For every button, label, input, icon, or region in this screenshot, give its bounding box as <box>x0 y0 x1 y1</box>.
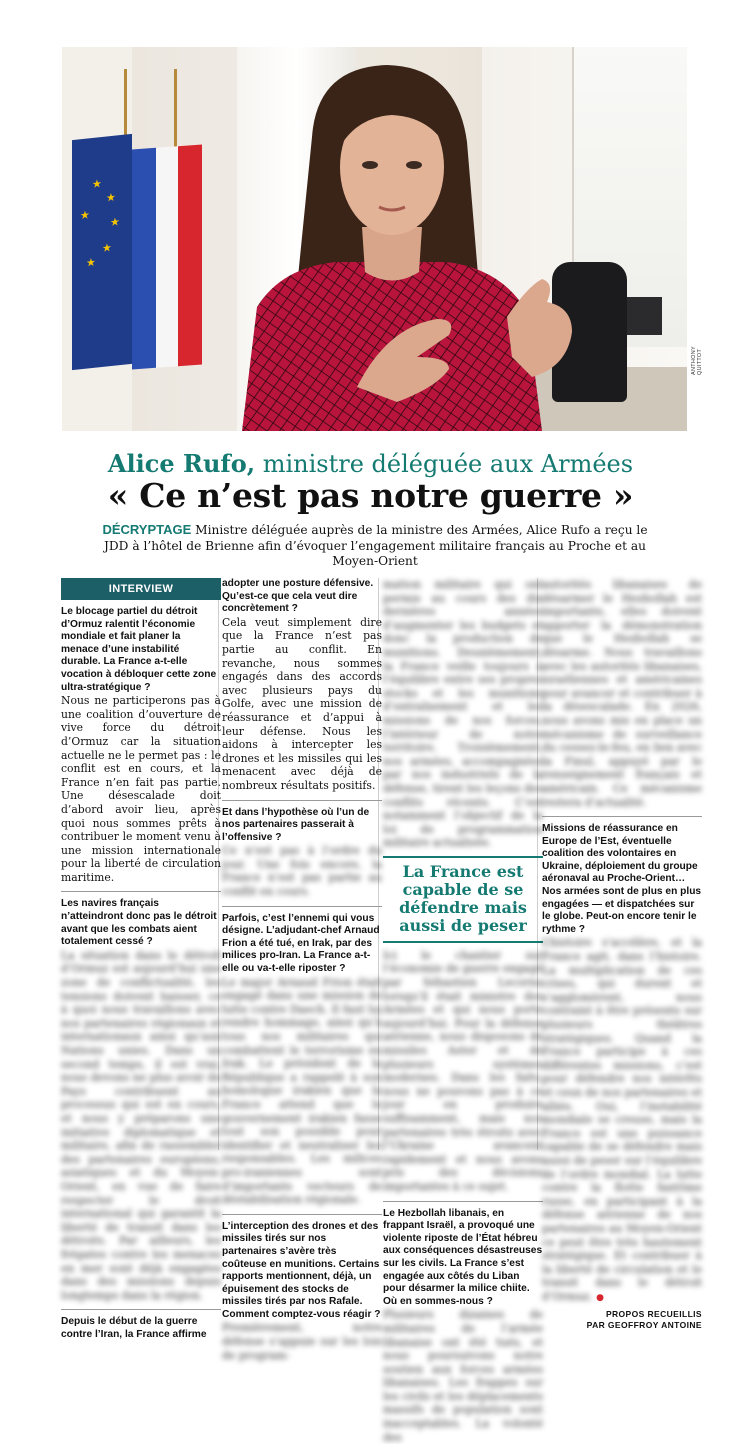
question: Les navires français n’atteindront donc pas le détroit avant que les combats aient totalement cessé ? <box>61 898 217 948</box>
answer: Nous ne participerons pas à une coalition d’ouverture de vive force du détroit d’Ormuz car la situation actuelle ne le permet pas : le conflit est en cours, et la France n’en fait pas partie. Une désescalade doit d’abord avoir lieu, après quoi nous sommes prêts à contribuer le moment venu à une mission internationale pour la liberté de circulation maritime. <box>61 694 221 884</box>
answer-blurred: Premièrement, notre défense s’appuie sur les lois de program- <box>222 1321 382 1362</box>
question-continued: adopter une posture défensive. Qu’est-ce que cela veut dire concrètement ? <box>222 578 374 615</box>
byline: PROPOS RECUEILLIS PAR GEOFFROY ANTOINE <box>586 1309 702 1331</box>
article-lead <box>90 522 660 570</box>
lead-text: Ministre déléguée auprès de la ministre des Armées, Alice Rufo a reçu le JDD à l’hôtel de Brienne afin d’évoquer l’engagement militaire français au Proche et au Moyen-Orient <box>104 523 648 568</box>
question: Le Hezbollah libanais, en frappant Israël, a provoqué une violente riposte de l’État hébreu aux conséquences désastreuses sur les civils. La France s’est engagée aux côtés du Liban pour désarmer la milice chiite. Où en sommes-nous ? <box>383 1207 543 1307</box>
answer-blurred: Ce n’est pas à l’ordre du jour. Une fois encore, la France n’est pas partie au conflit en cours. <box>222 844 382 899</box>
section-tag: DÉCRYPTAGE <box>102 522 192 537</box>
question: Missions de réassurance en Europe de l’Est, éventuelle coalition des volontaires en Ukraine, déploiement du groupe aéronaval au Proche-Orient… Nos armées sont de plus en plus engagées — et dispatchées sur le globe. Peut-on encore tenir le rythme ? <box>542 823 702 935</box>
column-1 <box>61 578 221 1341</box>
question: L’interception des drones et des missiles tirés sur nos partenaires s’avère très coûteuse en munitions. Certains rapports mentionnent, déjà, un épuisement des stocks de missiles tirés par nos Rafale. Comment comptez-vous réagir ? <box>222 1220 381 1320</box>
headline-quote: « Ce n’est pas notre guerre » <box>107 476 634 515</box>
headline-role: ministre déléguée aux Armées <box>255 450 634 478</box>
interview-badge: INTERVIEW <box>61 578 221 600</box>
answer-blurred: autorités libanaises de désarmer le Hezbollah est importante, elles doivent apporter la démonstration que le Hezbollah se désarme. Nous travaillons avec les autorités libanaises, israéliennes et américaines pour avancer et contribuer à la désescalade. En 2026, nous avons mis en place un mécanisme de surveillance du cessez-le-feu, en lien avec la Finul, appuyé par le renseignement français et américain. Ce mécanisme restera d’actualité. <box>542 578 702 809</box>
article-photo <box>62 47 687 431</box>
photo-credit: ANTHONY QUITTOT <box>691 346 703 375</box>
headline-subtitle <box>0 449 741 478</box>
minister-portrait <box>187 57 607 431</box>
column-4 <box>542 578 702 1331</box>
answer-blurred: Plusieurs dizaines de militaires de l’armée libanaise ont été tués, et nous poursuivons notre soutien aux forces armées libanaises. Les frappes sur les civils et les déplacements massifs de population sont inacceptables. La volonté des <box>383 1308 543 1444</box>
question: Et dans l’hypothèse où l’un de nos partenaires passerait à l’offensive ? <box>222 806 370 843</box>
answer-blurred: La situation dans le détroit d’Ormuz est aujourd’hui une zone de conflictualité, les tensions doivent baisser, ce à quoi nous travaillons avec nos partenaires régionaux et internationaux ainsi qu’aux Nations unies. Dans un second temps, il est vrai, nous devons ne plus avoir de Pays contribuent au processus qui est en cours, et nous y préparons une initiative diplomatique et militaire, afin de rassembler des partenaires européens, asiatiques et du Moyen-Orient, en vue de faire respecter le droit international qui garantit la liberté de transit dans les détroits. Par ailleurs, les frégates contre les menaces en mer sont déjà engagées dans des missions depuis longtemps dans la région. <box>61 948 221 1302</box>
answer-blurred-text: L’histoire s’accélère, et la France agit, dans l’histoire. La multiplication de ces crises, qui durent et s’agglomèrent, nous contraint à être présents sur plusieurs théâtres stratégiques. Quand la France participe à ces différentes missions, c’est pour défendre nos intérêts et ceux de nos partenaires et alliés. Oui, l’instabilité mondiale se creuse, mais la France est une puissance capable de se défendre mais aussi de peser sur l’équilibre de l’ordre mondial. La lutte contre la flotte fantôme russe, en participant à la défense aérienne de nos partenaires au Moyen-Orient ce peut être très hautement stratégique. Et contribuer à la liberté de circulation et le transit dans le détroit d’Ormuz. <box>542 936 702 1303</box>
headline-name: Alice Rufo, <box>107 449 256 478</box>
pull-quote: La France est capable de se défendre mais aussi de peser <box>383 856 543 943</box>
answer-blurred: Le major Arnaud Frion était engagé dans une mission de lutte contre Daech. Il faut lui rendre hommage, ainsi qu’à tous nos militaires qui combattent le terrorisme en Irak. Le président de la République a rappelé à son homologue irakien que la France attend que le gouvernement irakien fasse tout son possible pour identifier et neutraliser les responsables. Les milices pro-iraniennes sont d’importants vecteurs de déstabilisation régionale. <box>222 975 382 1207</box>
answer: Cela veut simplement dire que la France n’est pas partie au conflit. En revanche, nous sommes engagés dans des accords avec plusieurs pays du Golfe, avec une mission de réassurance et d’appui à leur défense. Nous les aidons à intercepter les drones et les missiles qui les menacent avec déjà de nombreux résultats positifs. <box>222 615 382 792</box>
column-2 <box>222 578 382 1362</box>
question: Le blocage partiel du détroit d’Ormuz ralentit l’économie mondiale et fait planer la menace d’une instabilité durable. La France a-t-elle vocation à débloquer cette zone ultra-stratégique ? <box>61 606 217 693</box>
question: Parfois, c’est l’ennemi qui vous désigne. L’adjudant-chef Arnaud Frion a été tué, en Irak, par des milices pro-Iran. La France a-t-elle ou va-t-elle riposter ? <box>222 912 380 975</box>
answer-blurred <box>542 936 702 1305</box>
answer-blurred: Ici le chantier sur l’économie de guerre engagé par Sébastien Lecornu lorsqu’il était ministre des Armées et qui nous porte aujourd’hui. Pour la défense aérienne, nous disposons de missiles Aster et de plusieurs systèmes modernes. Dans les faits, nous ne pouvons pas à ce jour en produire suffisamment, mais nos partenaires très étroits avec l’Ukraine avancent rapidement et nous avons pris des décisions importantes à ce sujet. <box>383 948 543 1193</box>
end-mark-icon: ● <box>596 1292 604 1303</box>
answer-blurred: mation militaire qui ont permis au cours des dix dernières années d’augmenter les budgets et donc la production de munitions. Deuxièmement, la France veille toujours à l’équilibre entre ses propres stocks et les munitions d’entraînement et les missions de nos forces, l’intérieur de notre territoire. Troisièmement, nos armées, accompagnées par nos industriels de la défense, tirent les leçons des conflits récents. C’est notamment l’objectif de la loi de programmation militaire actualisée. <box>383 578 543 850</box>
column-3 <box>383 578 543 1444</box>
eu-flag-image: ★ ★ ★ ★ ★ ★ <box>72 134 132 370</box>
question: Depuis le début de la guerre contre l’Iran, la France affirme <box>61 1316 207 1340</box>
